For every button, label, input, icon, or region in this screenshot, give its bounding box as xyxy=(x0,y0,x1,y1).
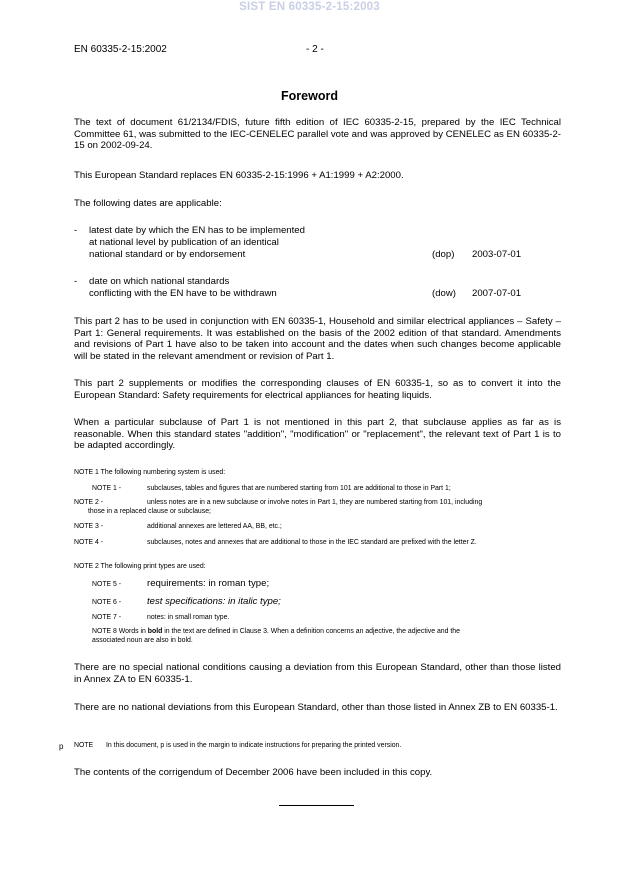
paragraph-1: The text of document 61/2134/FDIS, future fifth edition of IEC 60335-2-15, prepared by the IEC Technical Committee 61, was submitted to the IEC-CENELEC parallel vote and was approved by CENELEC as EN 60335-2-15 on 2002-09-24. xyxy=(74,117,561,152)
date-value: 2003-07-01 xyxy=(472,249,522,260)
note-text: notes: in small roman type. xyxy=(147,614,230,621)
date-value: 2007-07-01 xyxy=(472,288,522,299)
note-text: additional annexes are lettered AA, BB, etc.; xyxy=(147,523,282,530)
note-text: In this document, p is used in the margin to indicate instructions for preparing the printed version. xyxy=(106,742,402,749)
note-text-part: NOTE 8 Words in xyxy=(92,628,148,635)
list-bullet: - xyxy=(74,276,78,287)
date-item-line: latest date by which the EN has to be implemented xyxy=(89,225,305,236)
note-text: test specifications: in italic type; xyxy=(147,596,281,607)
paragraph-5: This part 2 supplements or modifies the corresponding clauses of EN 60335-1, so as to convert it into the European Standard: Safety requirements for electrical appliances for heating liquids. xyxy=(74,378,561,401)
note-text: subclauses, notes and annexes that are additional to those in the IEC standard are prefixed with the letter Z. xyxy=(147,539,477,546)
date-abbr: (dow) xyxy=(432,288,456,299)
note-heading: NOTE 1 The following numbering system is used: xyxy=(74,469,226,476)
date-item-line: national standard or by endorsement xyxy=(89,249,246,260)
note-text: associated noun are also in bold. xyxy=(92,637,193,644)
note-bold-word: bold xyxy=(147,628,163,635)
note-label: NOTE 7 - xyxy=(92,614,122,621)
note-label: NOTE 3 - xyxy=(74,523,104,530)
date-abbr: (dop) xyxy=(432,249,455,260)
watermark: SIST EN 60335-2-15:2003 xyxy=(239,1,380,13)
end-rule xyxy=(279,805,354,806)
paragraph-8: There are no national deviations from this European Standard, other than those listed in Annex ZB to EN 60335-1. xyxy=(74,702,558,713)
paragraph-2: This European Standard replaces EN 60335-2-15:1996 + A1:1999 + A2:2000. xyxy=(74,170,404,181)
note-text xyxy=(92,628,460,635)
note-text-part: in the text are defined in Clause 3. When a definition concerns an adjective, the adjective and the xyxy=(162,628,460,635)
note-label: NOTE 6 - xyxy=(92,599,122,606)
note-label: NOTE 4 - xyxy=(74,539,104,546)
note-heading: NOTE 2 The following print types are used: xyxy=(74,563,206,570)
note-label: NOTE xyxy=(74,742,94,749)
date-item-line: conflicting with the EN have to be withdrawn xyxy=(89,288,277,299)
margin-marker: p xyxy=(59,742,64,751)
note-label: NOTE 2 - xyxy=(74,499,104,506)
date-item-line: date on which national standards xyxy=(89,276,230,287)
note-text: requirements: in roman type; xyxy=(147,578,270,589)
paragraph-3: The following dates are applicable: xyxy=(74,198,222,209)
note-label: NOTE 1 - xyxy=(92,485,122,492)
note-label: NOTE 5 - xyxy=(92,581,122,588)
note-text: those in a replaced clause or subclause; xyxy=(88,508,211,515)
header-page-number: - 2 - xyxy=(306,44,324,55)
note-text: subclauses, tables and figures that are numbered starting from 101 are additional to those in Part 1; xyxy=(147,485,451,492)
paragraph-9: The contents of the corrigendum of December 2006 have been included in this copy. xyxy=(74,767,433,778)
list-bullet: - xyxy=(74,225,78,236)
paragraph-7: There are no special national conditions causing a deviation from this European Standard, other than those listed in Annex ZA to EN 60335-1. xyxy=(74,662,561,685)
date-item-line: at national level by publication of an identical xyxy=(89,237,279,248)
paragraph-6: When a particular subclause of Part 1 is not mentioned in this part 2, that subclause applies as far as is reasonable. When this standard states "addition", "modification" or "replacement", the relevant text of Part 1 is to be adapted accordingly. xyxy=(74,417,561,452)
paragraph-4: This part 2 has to be used in conjunction with EN 60335-1, Household and similar electrical appliances – Safety – Part 1: General requirements. It was established on the basis of the 2002 edition of that standard. Amendments and revisions of Part 1 have also to be taken into account and the dates when such changes become applicable will be stated in the relevant amendment or revision of Part 1. xyxy=(74,316,561,362)
header-doc-id: EN 60335-2-15:2002 xyxy=(74,44,167,55)
note-text: unless notes are in a new subclause or involve notes in Part 1, they are numbered starting from 101, including xyxy=(147,499,483,506)
page-title: Foreword xyxy=(281,89,338,103)
